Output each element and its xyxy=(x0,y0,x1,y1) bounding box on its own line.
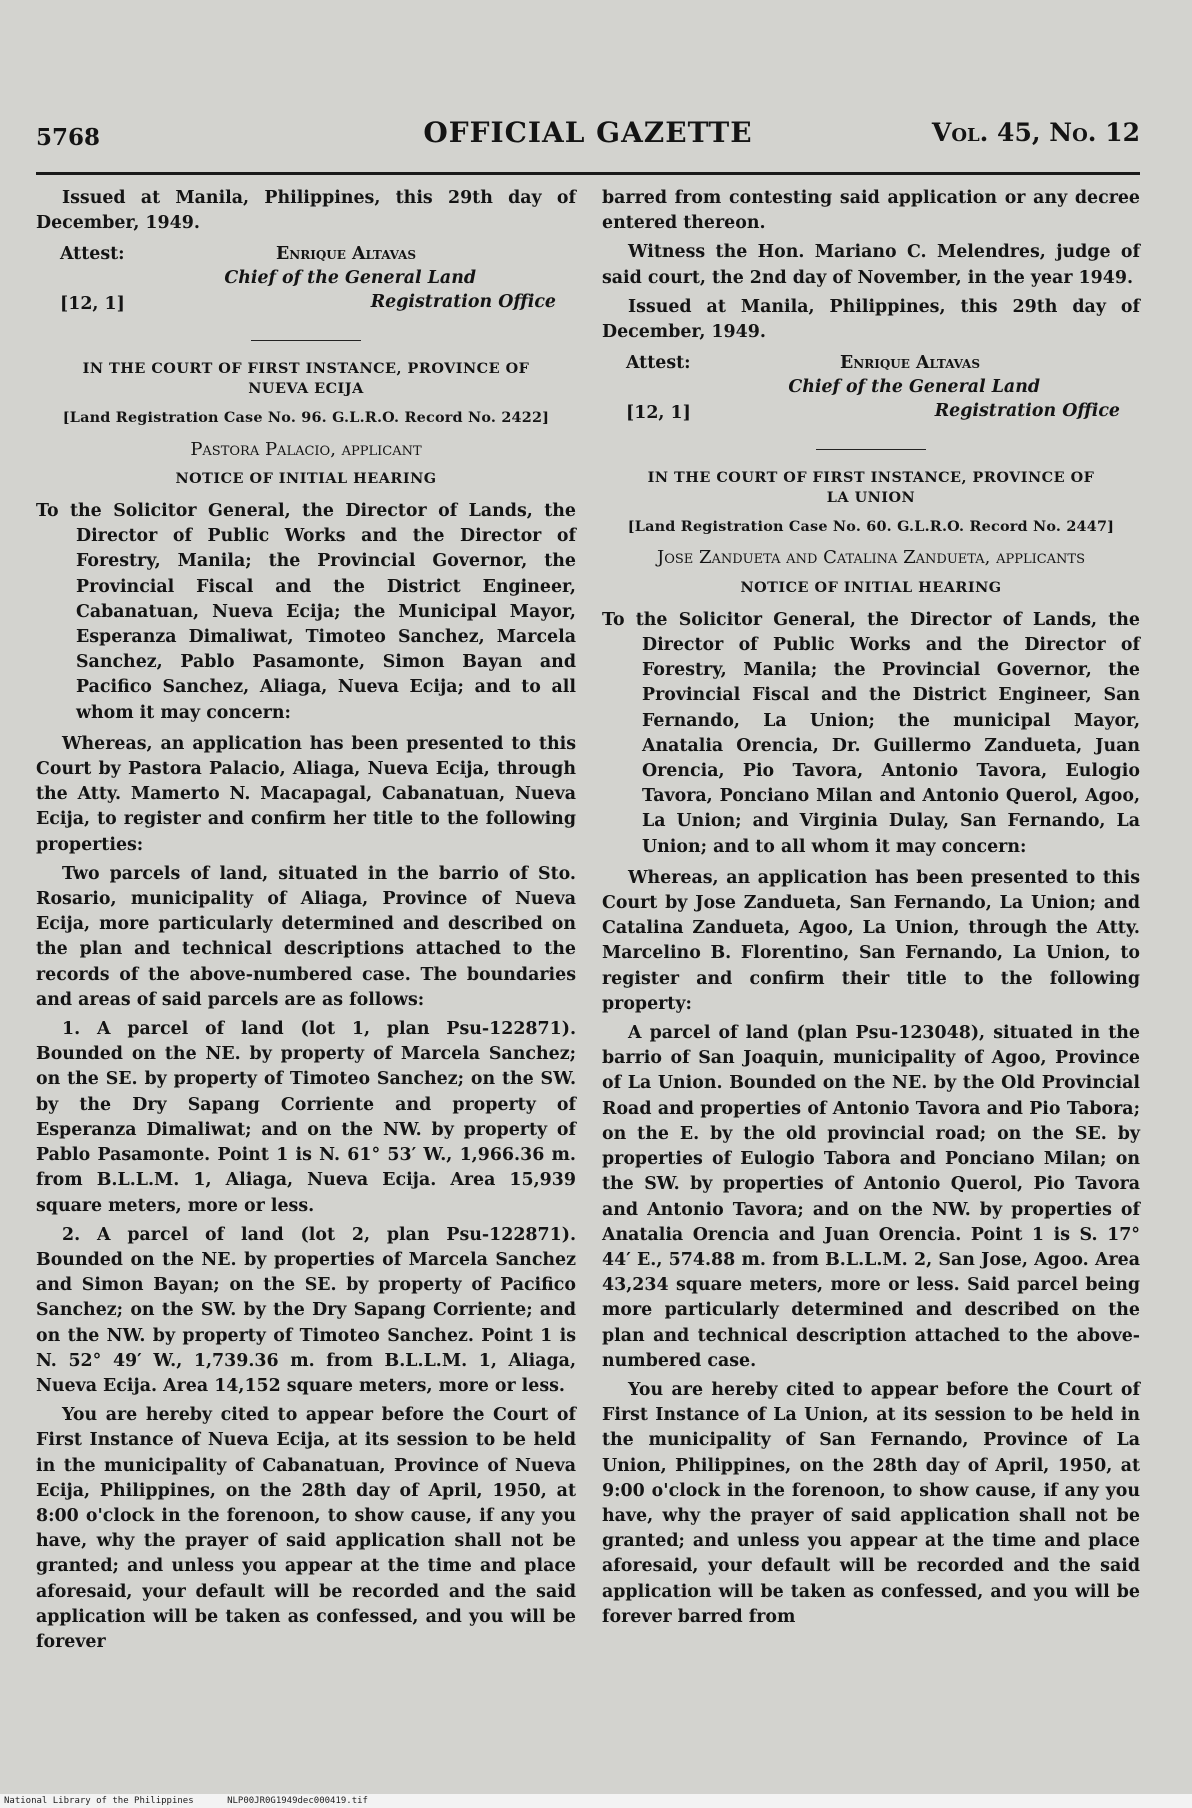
attest-label: Attest: xyxy=(60,244,125,265)
volume-number: Vol. 45, No. 12 xyxy=(931,118,1140,147)
page-header xyxy=(36,112,1140,164)
attest-label: Attest: xyxy=(626,353,691,374)
parcels-paragraph: Two parcels of land, situated in the barrio of Sto. Rosario, municipality of Aliaga, Province of Nueva Ecija, more particularly determined and described on the plan and technical descriptions attached to the records of the above-numbered case. The boundaries and areas of said parcels are as follows: xyxy=(36,863,576,1010)
applicant-names: Jose Zandueta and Catalina Zandueta, applicants xyxy=(656,547,1086,569)
attest-name: Enrique Altavas xyxy=(276,244,416,265)
section-divider xyxy=(816,449,926,450)
page-number: 5768 xyxy=(36,124,101,151)
court-heading: IN THE COURT OF FIRST INSTANCE, PROVINCE OF NUEVA ECIJA xyxy=(82,360,530,398)
header-rule xyxy=(36,172,1140,175)
attest-ref: [12, 1] xyxy=(626,403,691,424)
section-divider xyxy=(251,340,361,341)
issued-text: Issued at Manila, Philippines, this 29th day of December, 1949. xyxy=(602,296,1140,343)
attest-title-line2: Registration Office xyxy=(370,292,556,313)
attest-ref: [12, 1] xyxy=(60,294,125,315)
attest-block xyxy=(36,242,576,322)
cited-paragraph: You are hereby cited to appear before the Court of First Instance of Nueva Ecija, at its session to be held in the municipality of Cabanatuan, Province of Nueva Ecija, Philippines, on the 28th day of April, 1950, at 8:00 o'clock in the forenoon, to show cause, if any you have, why the prayer of said application shall not be granted; and unless you appear at the time and place aforesaid, your default will be recorded and the said application will be taken as confessed, and you will be forever xyxy=(36,1405,576,1652)
parcel-paragraph: A parcel of land (plan Psu-123048), situated in the barrio of San Joaquin, municipality of Agoo, Province of La Union. Bounded on the NE. by the Old Provincial Road and properties of Antonio Tavora and Pio Tabora; on the E. by the old provincial road; on the SE. by properties of Eulogio Tabora and Ponciano Milan; on the SW. by properties of Antonio Querol, Pio Tavora and Antonio Tavora; and on the NW. by properties of Anatalia Orencia and Juan Orencia. Point 1 is S. 17° 44′ E., 574.88 m. from B.L.L.M. 2, San Jose, Agoo. Area 43,234 square meters, more or less. Said parcel being more particularly determined and described on the plan and technical description attached to the above-numbered case. xyxy=(602,1023,1140,1371)
case-number: [Land Registration Case No. 60. G.L.R.O. Record No. 2447] xyxy=(627,518,1115,536)
witness-paragraph: Witness the Hon. Mariano C. Melendres, judge of said court, the 2nd day of November, in the year 1949. xyxy=(602,242,1140,288)
right-column xyxy=(602,186,1140,1634)
notice-heading: NOTICE OF INITIAL HEARING xyxy=(740,578,1002,596)
publication-title: OFFICIAL GAZETTE xyxy=(423,116,753,149)
scan-filename: NLP00JR0G1949dec000419.tif xyxy=(227,1796,368,1806)
cited-paragraph: You are hereby cited to appear before the Court of First Instance of La Union, at its session to be held in the municipality of San Fernando, Province of La Union, Philippines, on the 28th day of April, 1950, at 9:00 o'clock in the forenoon, to show cause, if any you have, why the prayer of said application shall not be granted; and unless you appear at the time and place aforesaid, your default will be recorded and the said application will be taken as confessed, and you will be forever barred from xyxy=(602,1379,1140,1627)
lot2-paragraph: 2. A parcel of land (lot 2, plan Psu-122871). Bounded on the NE. by properties of Marcela Sanchez and Simon Bayan; on the SE. by property of Pacifico Sanchez; on the SW. by the Dry Sapang Corriente; and on the NW. by property of Timoteo Sanchez. Point 1 is N. 52° 49′ W., 1,739.36 m. from B.L.L.M. 1, Aliaga, Nueva Ecija. Area 14,152 square meters, more or less. xyxy=(36,1224,576,1396)
court-heading: IN THE COURT OF FIRST INSTANCE, PROVINCE OF LA UNION xyxy=(647,469,1095,507)
barred-text: barred from contesting said application or any decree entered thereon. xyxy=(602,188,1140,234)
left-column xyxy=(36,186,576,1659)
attest-title-line1: Chief of the General Land xyxy=(788,377,1040,398)
notice-address: To the Solicitor General, the Director of Lands, the Director of Public Works and the Director of Forestry, Manila; the Provincial Governor, the Provincial Fiscal and the District Engineer, Cabanatuan, Nueva Ecija; the Municipal Mayor, Esperanza Dimaliwat, Timoteo Sanchez, Marcela Sanchez, Pablo Pasamonte, Simon Bayan and Pacifico Sanchez, Aliaga, Nueva Ecija; and to all whom it may concern: xyxy=(36,501,576,723)
attest-title-line2: Registration Office xyxy=(934,401,1120,422)
notice-address: To the Solicitor General, the Director of Lands, the Director of Public Works and the Director of Forestry, Manila; the Provincial Governor, the Provincial Fiscal and the District Engineer, San Fernando, La Union; the municipal Mayor, Anatalia Orencia, Dr. Guillermo Zandueta, Juan Orencia, Pio Tavora, Antonio Tavora, Eulogio Tavora, Ponciano Milan and Antonio Querol, Agoo, La Union; and Virginia Dulay, San Fernando, La Union; and to all whom it may concern: xyxy=(602,609,1140,857)
scan-footer xyxy=(0,1794,1192,1808)
case-number: [Land Registration Case No. 96. G.L.R.O. Record No. 2422] xyxy=(62,409,550,427)
attest-title-line1: Chief of the General Land xyxy=(224,268,476,289)
lot1-paragraph: 1. A parcel of land (lot 1, plan Psu-122871). Bounded on the NE. by property of Marcela Sanchez; on the SE. by property of Timoteo Sanchez; on the SW. by the Dry Sapang Corriente and property of Esperanza Dimaliwat; and on the NW. by property of Pablo Pasamonte. Point 1 is N. 61° 53′ W., 1,966.36 m. from B.L.L.M. 1, Aliaga, Nueva Ecija. Area 15,939 square meters, more or less. xyxy=(36,1019,576,1216)
attest-name: Enrique Altavas xyxy=(840,353,980,374)
attest-block xyxy=(602,351,1140,431)
whereas-paragraph: Whereas, an application has been presented to this Court by Jose Zandueta, San Fernando, La Union; and Catalina Zandueta, Agoo, La Union, through the Atty. Marcelino B. Florentino, San Fernando, La Union, to register and confirm their title to the following property: xyxy=(602,867,1140,1014)
issued-text: Issued at Manila, Philippines, this 29th day of December, 1949. xyxy=(36,188,576,234)
library-credit: National Library of the Philippines xyxy=(4,1796,194,1806)
notice-heading: NOTICE OF INITIAL HEARING xyxy=(175,469,437,487)
whereas-paragraph: Whereas, an application has been presented to this Court by Pastora Palacio, Aliaga, Nueva Ecija, through the Atty. Mamerto N. Macapagal, Cabanatuan, Nueva Ecija, to register and confirm her title to the following properties: xyxy=(36,733,576,855)
applicant-name: Pastora Palacio, applicant xyxy=(190,438,422,460)
